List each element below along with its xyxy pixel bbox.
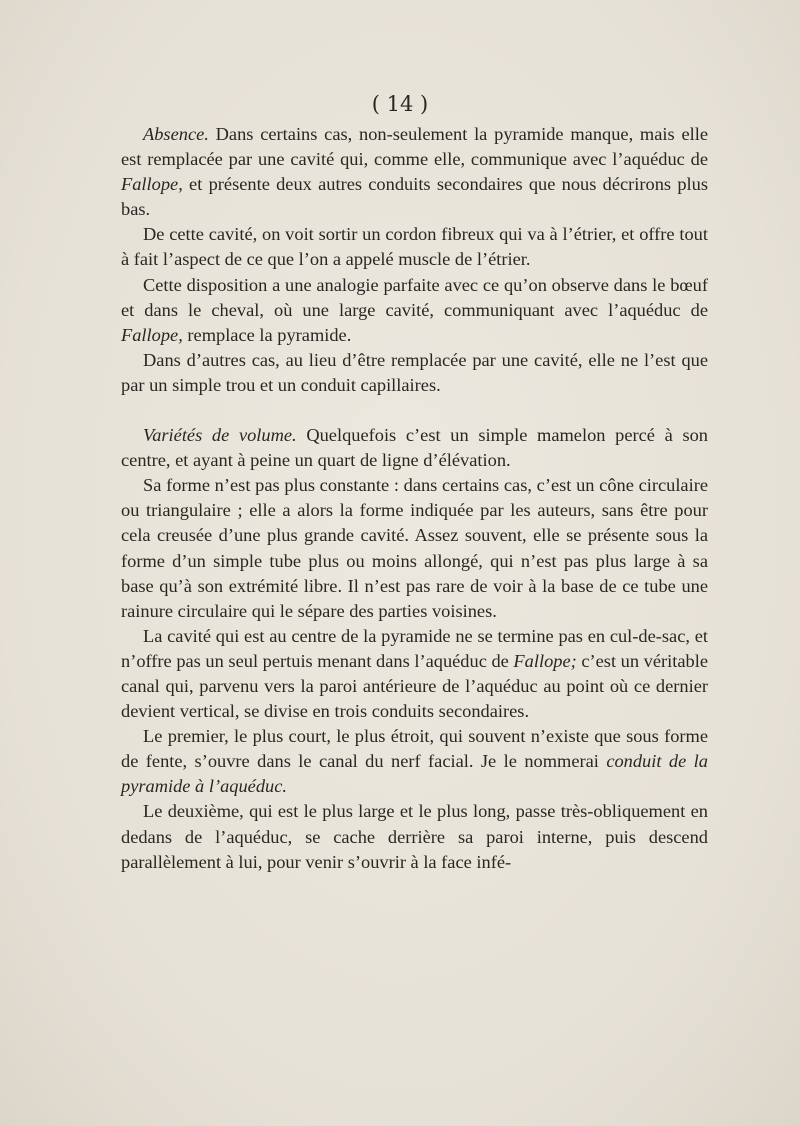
paragraph-text: La cavité qui est au centre de la pyramide ne se termine pas en cul-de-sac, et n’offre pas un seul pertuis menant dans l’aquéduc de xyxy=(121,625,708,671)
paragraph xyxy=(121,348,708,398)
paragraph xyxy=(121,624,708,724)
paragraph-text: Dans d’autres cas, au lieu d’être remplacée par une cavité, elle ne l’est que par un simple trou et un conduit capillaires. xyxy=(121,349,708,395)
body-text xyxy=(121,122,708,875)
paragraph xyxy=(121,273,708,348)
italic-text: Fallope, xyxy=(121,324,183,345)
paragraph-text: Dans certains cas, non-seulement la pyramide manque, mais elle est remplacée par une cavité qui, comme elle, communique avec l’aquéduc de xyxy=(121,124,708,170)
page-number: ( 14 ) xyxy=(371,92,429,116)
paragraph-text: Cette disposition a une analogie parfaite avec ce qu’on observe dans le bœuf et dans le cheval, où une large cavité, communiquant avec l’aquéduc de xyxy=(121,274,708,320)
paragraph-text: Le deuxième, qui est le plus large et le plus long, passe très-obliquement en dedans de l’aquéduc, se cache derrière sa paroi interne, puis descend parallèlement à lui, pour venir s’ouvrir à la face infé- xyxy=(121,801,708,872)
paragraph xyxy=(121,799,708,874)
italic-text: conduit de la pyramide à l’aquéduc. xyxy=(121,751,708,797)
paragraph-text: De cette cavité, on voit sortir un cordon fibreux qui va à l’étrier, et offre tout à fait l’aspect de ce que l’on a appelé muscle de l’étrier. xyxy=(121,224,708,270)
paragraph-text: Le premier, le plus court, le plus étroit, qui souvent n’existe que sous forme de fente, s’ouvre dans le canal du nerf facial. Je le nommerai xyxy=(121,726,708,772)
paragraph xyxy=(121,724,708,799)
paragraph xyxy=(121,222,708,272)
italic-text: Fallope; xyxy=(513,650,577,671)
paragraph-text: et présente deux autres conduits secondaires que nous décrirons plus bas. xyxy=(121,174,708,220)
paragraph-text: Sa forme n’est pas plus constante : dans certains cas, c’est un cône circulaire ou triangulaire ; elle a alors la forme indiquée par les auteurs, sans être pour cela creusée d’une plus grande cavité. Assez souvent, elle se présente sous la forme d’un simple tube plus ou moins allongé, qui n’est pas plus large à sa base qu’à son extrémité libre. Il n’est pas rare de voir à la base de ce tube une rainure circulaire qui le sépare des parties voisines. xyxy=(121,475,708,621)
paragraph-heading: Variétés de volume. xyxy=(143,425,297,446)
paragraph-text: c’est un véritable canal qui, parvenu vers la paroi antérieure de l’aquéduc au point où ce dernier devient vertical, se divise en trois conduits secondaires. xyxy=(121,650,708,722)
italic-text: Fallope, xyxy=(121,174,183,195)
paragraph-text: remplace la pyramide. xyxy=(182,324,352,345)
paragraph xyxy=(121,473,708,624)
paragraph-text: Quelquefois c’est un simple mamelon percé à son centre, et ayant à peine un quart de ligne d’élévation. xyxy=(121,425,708,471)
paragraph-heading: Absence. xyxy=(143,124,209,144)
paragraph xyxy=(121,423,708,473)
paragraph xyxy=(121,122,708,222)
